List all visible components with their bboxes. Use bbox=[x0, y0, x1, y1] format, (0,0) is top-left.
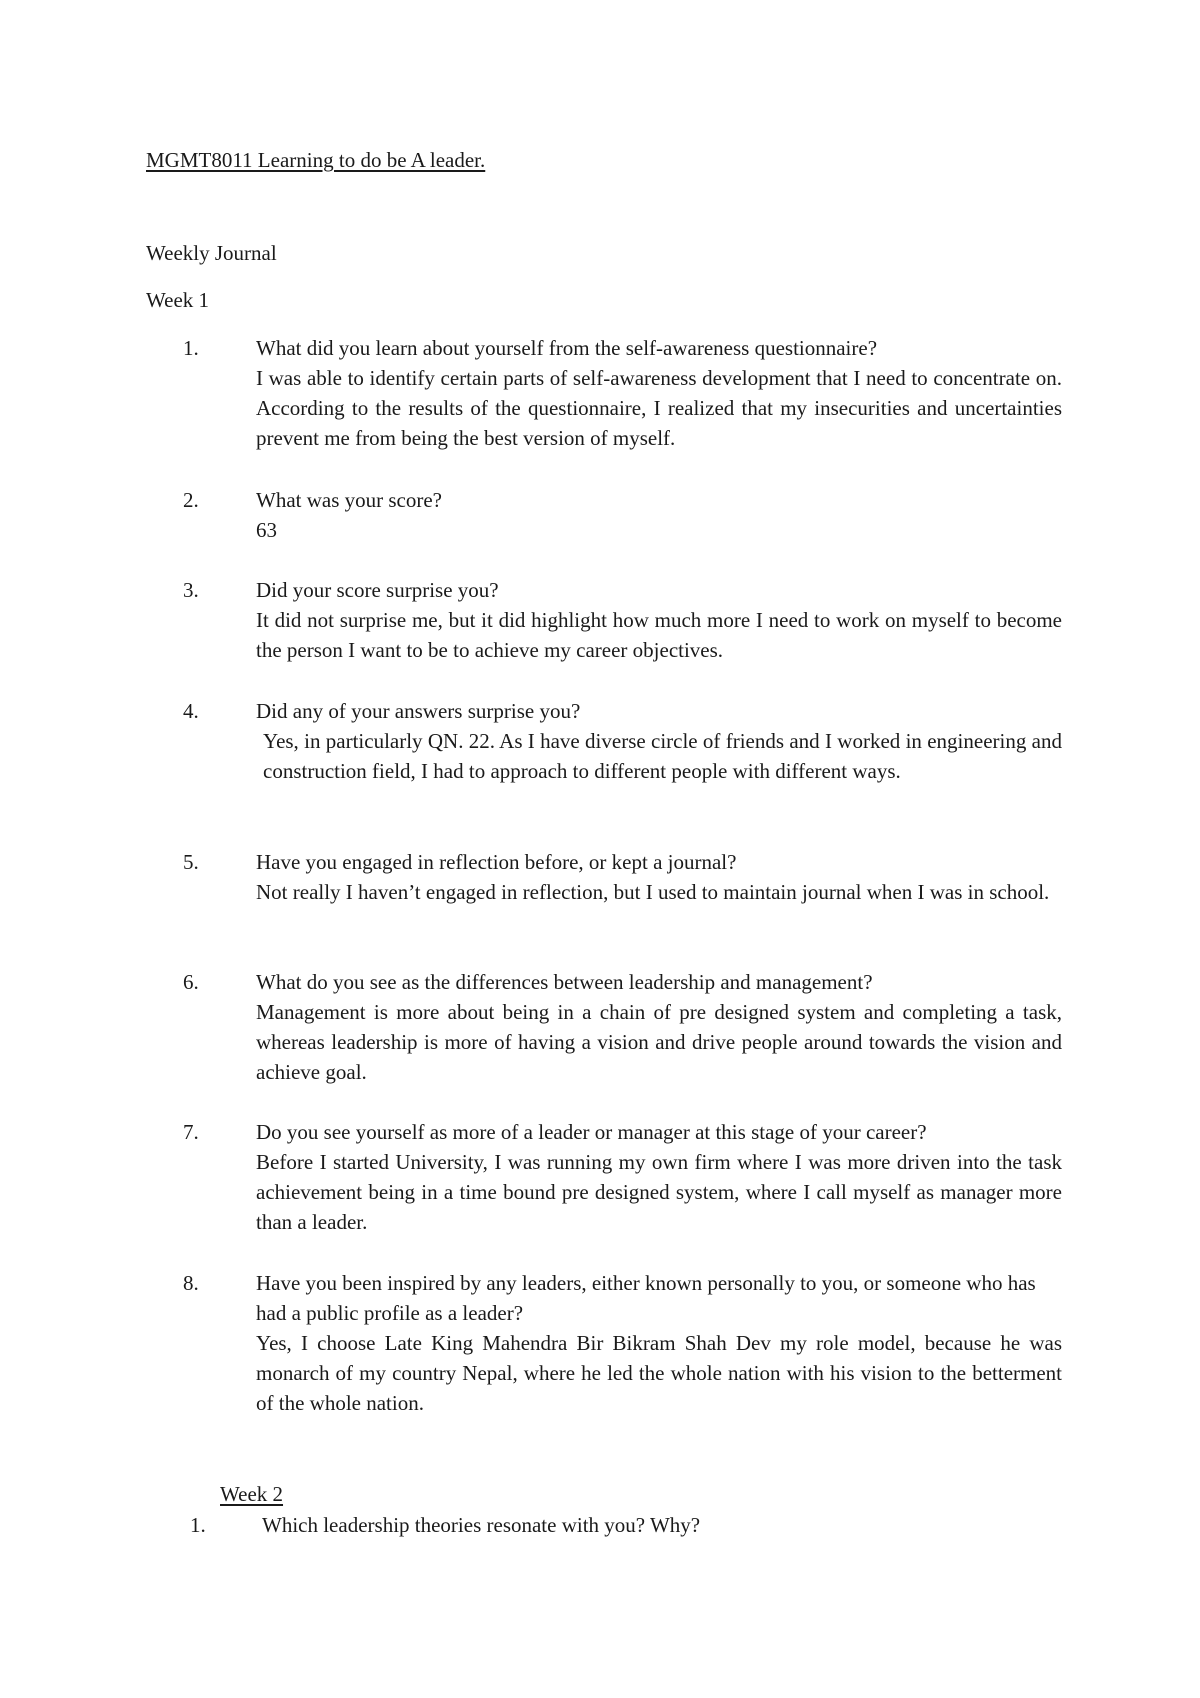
question-text: Have you been inspired by any leaders, either known personally to you, or someone who has had a public profile as a leader? bbox=[256, 1271, 1036, 1325]
question-text: Did any of your answers surprise you? bbox=[256, 699, 581, 723]
week2-label: Week 2 bbox=[220, 1482, 284, 1506]
item-body bbox=[256, 967, 1062, 1087]
question-text: What do you see as the differences between leadership and management? bbox=[256, 970, 873, 994]
question-text: Have you engaged in reflection before, or kept a journal? bbox=[256, 850, 737, 874]
week1-label: Week 1 bbox=[146, 288, 210, 312]
item-body bbox=[256, 1268, 1062, 1418]
question-text: Which leadership theories resonate with you? Why? bbox=[262, 1513, 701, 1537]
answer-text: It did not surprise me, but it did highlight how much more I need to work on myself to become the person I want to be to achieve my career objectives. bbox=[256, 608, 1062, 662]
item-body bbox=[256, 847, 1062, 907]
question-text: Did your score surprise you? bbox=[256, 578, 499, 602]
answer-text: Before I started University, I was running my own firm where I was more driven into the task achievement being in a time bound pre designed system, where I call myself as manager more than a leader. bbox=[256, 1150, 1062, 1234]
item-number: 3. bbox=[183, 578, 199, 602]
question-text: What was your score? bbox=[256, 488, 443, 512]
answer-text: 63 bbox=[256, 518, 277, 542]
answer-text: Yes, in particularly QN. 22. As I have diverse circle of friends and I worked in engineering and construction field, I had to approach to different people with different ways. bbox=[263, 729, 1062, 783]
answer-text: I was able to identify certain parts of self-awareness development that I need to concentrate on. According to the results of the questionnaire, I realized that my insecurities and uncertainties prevent me from being the best version of myself. bbox=[256, 366, 1062, 450]
item-body bbox=[256, 696, 1062, 786]
item-number: 2. bbox=[183, 488, 199, 512]
answer-text: Yes, I choose Late King Mahendra Bir Bikram Shah Dev my role model, because he was monarch of my country Nepal, where he led the whole nation with his vision to the betterment of the whole nation. bbox=[256, 1331, 1062, 1415]
answer-text: Management is more about being in a chain of pre designed system and completing a task, whereas leadership is more of having a vision and drive people around towards the vision and achieve goal. bbox=[256, 1000, 1062, 1084]
question-text: Do you see yourself as more of a leader or manager at this stage of your career? bbox=[256, 1120, 927, 1144]
item-body bbox=[256, 575, 1062, 665]
course-title: MGMT8011 Learning to do be A leader. bbox=[146, 148, 486, 172]
item-body bbox=[256, 333, 1062, 453]
item-body bbox=[256, 1117, 1062, 1237]
answer-text: Not really I haven’t engaged in reflection, but I used to maintain journal when I was in school. bbox=[256, 880, 1050, 904]
item-number: 8. bbox=[183, 1271, 199, 1295]
question-text: What did you learn about yourself from the self-awareness questionnaire? bbox=[256, 336, 878, 360]
item-number: 6. bbox=[183, 970, 199, 994]
journal-title: Weekly Journal bbox=[146, 241, 277, 265]
item-number: 1. bbox=[190, 1513, 206, 1537]
item-number: 1. bbox=[183, 336, 199, 360]
item-number: 5. bbox=[183, 850, 199, 874]
item-number: 7. bbox=[183, 1120, 199, 1144]
item-number: 4. bbox=[183, 699, 199, 723]
item-body bbox=[256, 485, 1062, 545]
